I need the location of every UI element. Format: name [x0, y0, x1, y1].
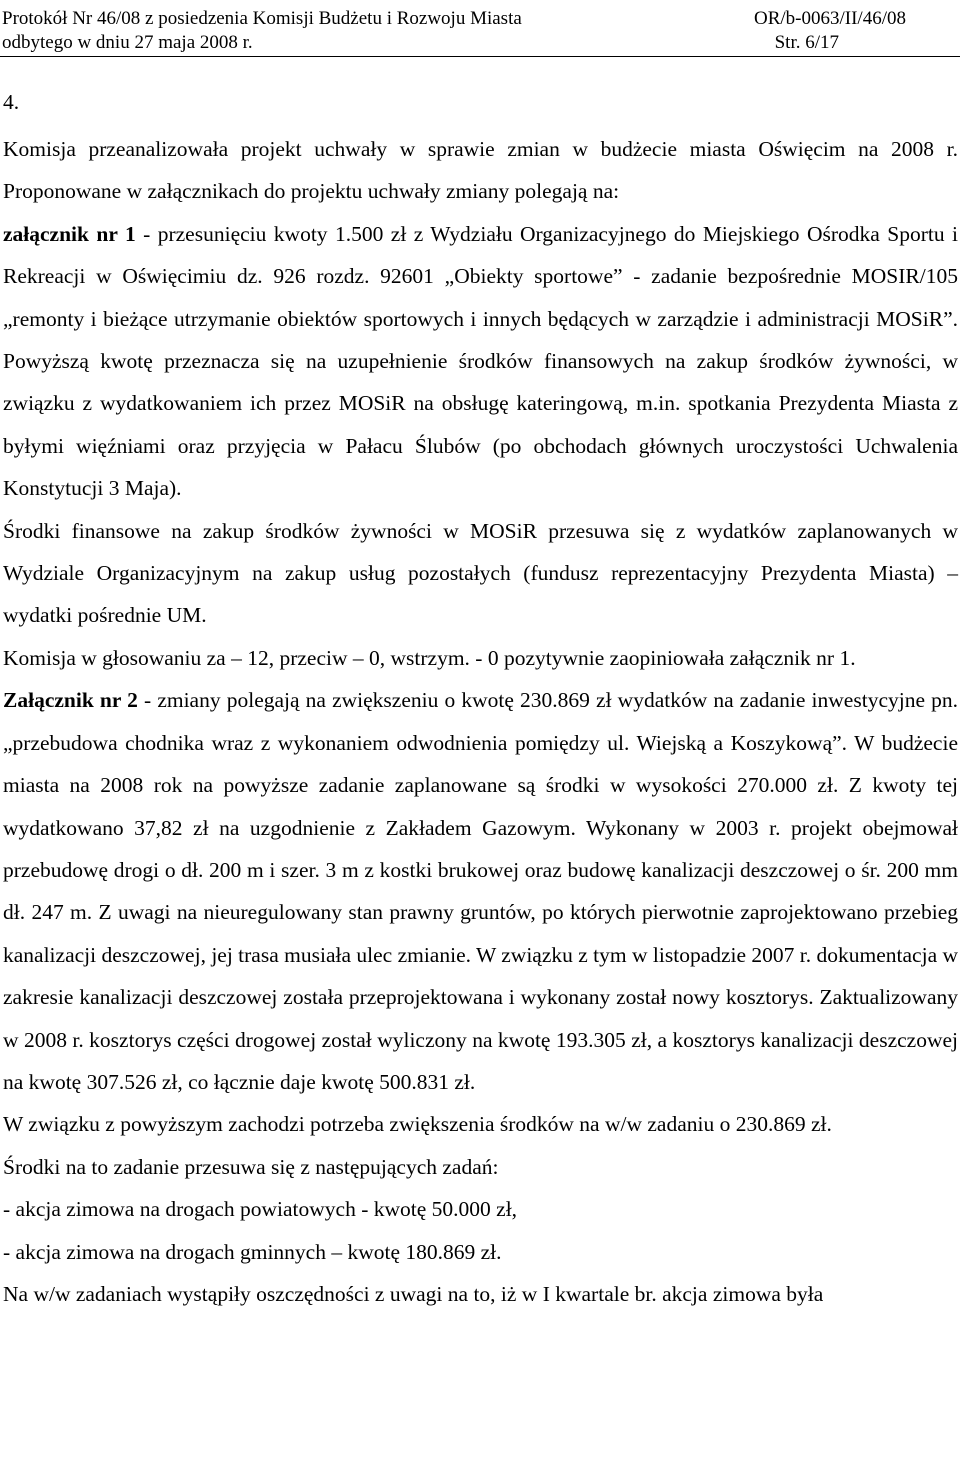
- meeting-date: odbytego w dniu 27 maja 2008 r.: [2, 32, 253, 53]
- list-item-municipal-roads: - akcja zimowa na drogach gminnych – kwotę 180.869 zł.: [3, 1239, 502, 1264]
- paragraph-increase-need: W związku z powyższym zachodzi potrzeba zwiększenia środków na w/w zadaniu o 230.869 zł.: [3, 1112, 832, 1137]
- list-item-county-roads: - akcja zimowa na drogach powiatowych - kwotę 50.000 zł,: [3, 1197, 518, 1222]
- section-number: 4.: [3, 90, 20, 114]
- attachment-2-text: - zmiany polegają na zwiększeniu o kwotę 230.869 zł wydatków na zadanie inwestycyjne pn. „przebudowa chodnika wraz z wykonaniem odwodnienia pomiędzy ul. Wiejską a Koszykową”. W budżecie miasta na 2008 rok na powyższe zadanie zaplanowane są środki w wysokości 270.000 zł. Z kwoty tej wydatkowano 37,82 zł na uzgodnienie z Zakładem Gazowym. Wykonany w 2003 r. projekt obejmował przebudowę drogi o dł. 200 m i szer. 3 m z kostki brukowej oraz budowę kanalizacji deszczowej o śr. 200 mm dł. 247 m. Z uwagi na nieuregulowany stan prawny gruntów, po których pierwotnie zaprojektowano przebieg kanalizacji deszczowej, jej trasa musiała ulec zmianie. W związku z tym w listopadzie 2007 r. dokumentacja w zakresie kanalizacji deszczowej została przeprojektowana i wykonany został nowy kosztorys. Zaktualizowany w 2008 r. kosztorys części drogowej został wyliczony na kwotę 193.305 zł, a kosztorys kanalizacji deszczowej na kwotę 307.526 zł, co łącznie daje kwotę 500.831 zł.: [3, 688, 959, 1094]
- paragraph-savings: Na w/w zadaniach wystąpiły oszczędności z uwagi na to, iż w I kwartale br. akcja zimowa była: [3, 1281, 824, 1306]
- paragraph-attachment-1: [3, 213, 958, 510]
- paragraph-sources-intro: Środki na to zadanie przesuwa się z następujących zadań:: [3, 1154, 499, 1179]
- attachment-2-label: Załącznik nr 2: [3, 688, 138, 713]
- page-number: Str. 6/17: [774, 32, 839, 53]
- attachment-1-label: załącznik nr 1: [3, 221, 136, 246]
- paragraph-funds-transfer: Środki finansowe na zakup środków żywności w MOSiR przesuwa się z wydatków zaplanowanych w Wydziale Organizacyjnym na zakup usług pozostałych (fundusz reprezentacyjny Prezydenta Miasta) – wydatki pośrednie UM.: [3, 518, 958, 628]
- document-reference: OR/b-0063/II/46/08: [754, 8, 906, 29]
- paragraph-vote-result: Komisja w głosowaniu za – 12, przeciw – 0, wstrzym. - 0 pozytywnie zaopiniowała załącznik nr 1.: [3, 645, 856, 670]
- paragraph-intro: Komisja przeanalizowała projekt uchwały w sprawie zmian w budżecie miasta Oświęcim na 2008 r. Proponowane w załącznikach do projektu uchwały zmiany polegają na:: [3, 137, 958, 204]
- protocol-title: Protokół Nr 46/08 z posiedzenia Komisji Budżetu i Rozwoju Miasta: [2, 8, 522, 29]
- attachment-1-text: - przesunięciu kwoty 1.500 zł z Wydziału Organizacyjnego do Miejskiego Ośrodka Sportu i Rekreacji w Oświęcimiu dz. 926 rozdz. 92601 „Obiekty sportowe” - zadanie bezpośrednie MOSIR/105 „remonty i bieżące utrzymanie obiektów sportowych i innych będących w zarządzie i administracji MOSiR”. Powyższą kwotę przeznacza się na uzupełnienie środków finansowych na zakup środków żywności, w związku z wydatkowaniem ich przez MOSiR na obsługę kateringową, m.in. spotkania Prezydenta Miasta z byłymi więźniami oraz przyjęcia w Pałacu Ślubów (po obchodach głównych uroczystości Uchwalenia Konstytucji 3 Maja).: [3, 221, 958, 501]
- page-header: [0, 2, 960, 57]
- document-body: [3, 84, 958, 1315]
- paragraph-attachment-2: [3, 679, 958, 1103]
